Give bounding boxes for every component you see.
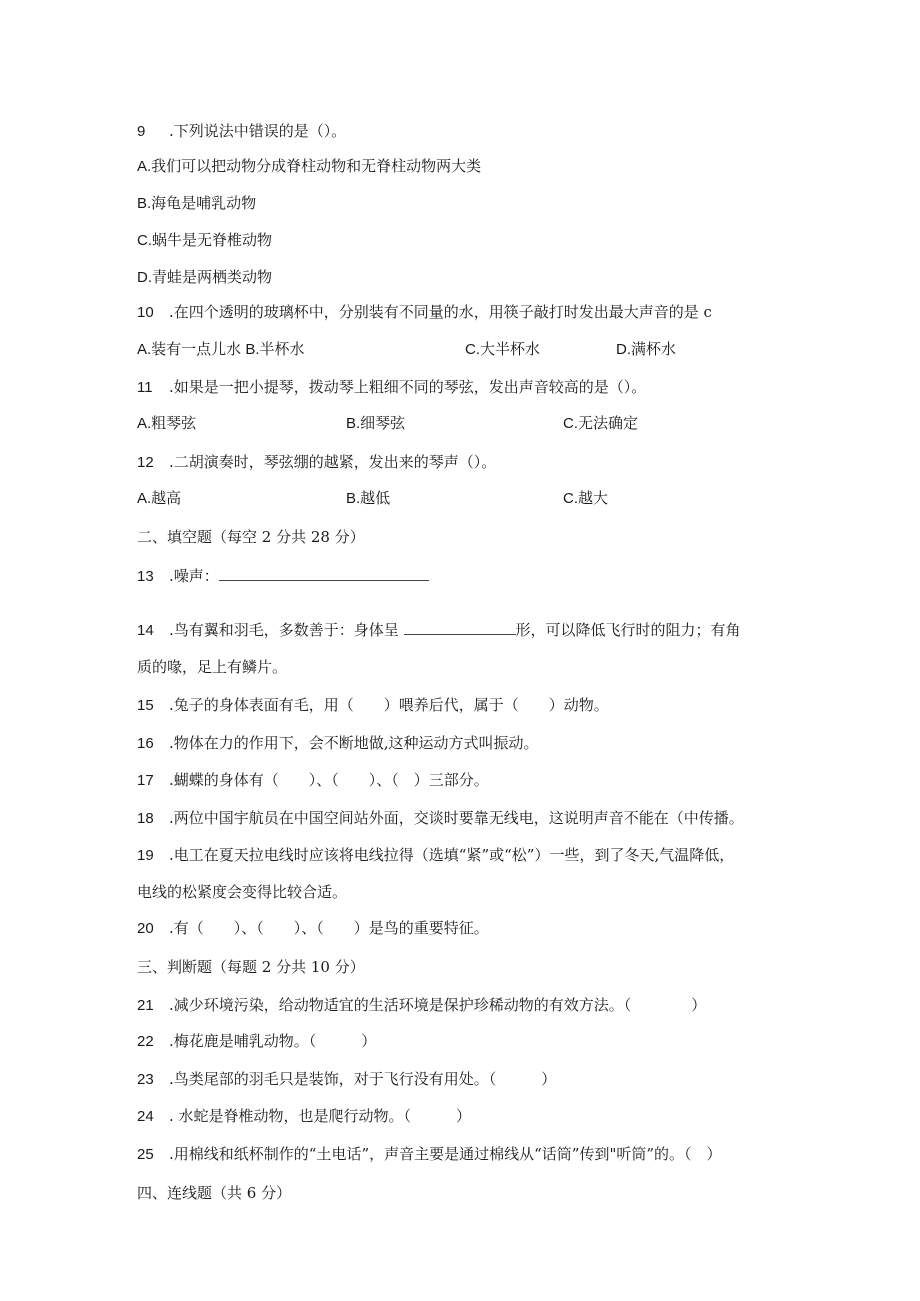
question-number: 13 [137, 568, 154, 585]
question-14-line2: 质的喙，足上有鳞片。 [137, 658, 288, 676]
question-11 [137, 377, 646, 398]
question-15 [137, 695, 609, 716]
question-19-line2: 电线的松紧度会变得比较合适。 [137, 883, 348, 901]
question-text-cont: 形，可以降低飞行时的阻力；有角 [515, 621, 741, 639]
section-heading-matching: 四、连线题（共 6 分） [137, 1184, 292, 1202]
option-9a: A.我们可以把动物分成脊柱动物和无脊柱动物两大类 [137, 158, 482, 175]
question-number: 11 [137, 379, 153, 396]
question-22 [137, 1031, 376, 1052]
question-number: 19 [137, 847, 154, 864]
option-12a: A.越高 [137, 490, 182, 507]
option-11b: B.细琴弦 [346, 415, 406, 432]
question-text: .减少环境污染，给动物适宜的生活环境是保护珍稀动物的有效方法。（ ） [169, 996, 707, 1014]
option-11a: A.粗琴弦 [137, 415, 197, 432]
question-text: .下列说法中错误的是（）。 [169, 122, 347, 140]
question-number: 14 [137, 622, 154, 639]
question-9 [137, 121, 346, 142]
option-9d: D.青蛙是两栖类动物 [137, 269, 273, 286]
option-9c: C.蜗牛是无脊椎动物 [137, 232, 273, 249]
question-text: .鸟类尾部的羽毛只是装饰，对于飞行没有用处。（ ） [169, 1070, 557, 1088]
question-19 [137, 845, 734, 866]
question-24 [137, 1106, 471, 1127]
question-number: 17 [137, 772, 154, 789]
option-12c: C.越大 [563, 490, 609, 507]
option-12b: B.越低 [346, 490, 391, 507]
question-text: .在四个透明的玻璃杯中，分别装有不同量的水，用筷子敲打时发出最大声音的是 c [169, 303, 712, 321]
question-text: .噪声： [169, 567, 219, 585]
option-11c: C.无法确定 [563, 415, 639, 432]
option-10c: C.大半杯水 [465, 341, 541, 358]
question-25 [137, 1144, 722, 1165]
answer-blank[interactable] [219, 566, 429, 581]
question-12 [137, 452, 496, 473]
question-text: .有（ ）、（ ）、（ ）是鸟的重要特征。 [169, 919, 489, 937]
option-10ab: A.装有一点儿水 B.半杯水 [137, 341, 305, 358]
question-16 [137, 733, 539, 754]
question-13 [137, 566, 429, 587]
question-text: .梅花鹿是哺乳动物。（ ） [169, 1032, 377, 1050]
question-number: 24 [137, 1108, 154, 1125]
option-10d: D.满杯水 [616, 341, 677, 358]
question-text: .二胡演奏时，琴弦绷的越紧，发出来的琴声（）。 [169, 453, 497, 471]
question-20 [137, 918, 489, 939]
question-number: 15 [137, 697, 154, 714]
section-heading-fill-in: 二、填空题（每空 2 分共 28 分） [137, 528, 365, 546]
question-10 [137, 302, 712, 323]
question-21 [137, 995, 706, 1016]
question-number: 21 [137, 997, 154, 1014]
answer-blank[interactable] [404, 620, 516, 635]
question-number: 16 [137, 735, 154, 752]
question-text: .电工在夏天拉电线时应该将电线拉得（选填“紧”或“松”）一些，到了冬天,气温降低， [169, 846, 735, 864]
question-text: .鸟有翼和羽毛，多数善于：身体呈 [169, 621, 404, 639]
question-number: 10 [137, 304, 154, 321]
question-text: .兔子的身体表面有毛，用（ ）喂养后代，属于（ ）动物。 [169, 696, 609, 714]
question-text: .用棉线和纸杯制作的“土电话”，声音主要是通过棉线从“话筒”传到"听筒”的。（ ） [169, 1145, 722, 1163]
question-number: 18 [137, 810, 154, 827]
section-heading-true-false: 三、判断题（每题 2 分共 10 分） [137, 958, 365, 976]
question-number: 20 [137, 920, 154, 937]
question-number: 25 [137, 1146, 154, 1163]
question-18 [137, 808, 744, 829]
question-14 [137, 620, 741, 641]
question-text: .如果是一把小提琴，拨动琴上粗细不同的琴弦，发出声音较高的是（）。 [169, 378, 647, 396]
question-number: 22 [137, 1033, 154, 1050]
question-text: .蝴蝶的身体有（ ）、（ ）、（ ）三部分。 [169, 771, 489, 789]
question-23 [137, 1069, 556, 1090]
question-text: .物体在力的作用下，会不断地做,这种运动方式叫振动。 [169, 734, 539, 752]
question-number: 12 [137, 454, 154, 471]
question-number: 23 [137, 1071, 154, 1088]
question-17 [137, 770, 489, 791]
question-number: 9 [137, 123, 146, 140]
question-text: .两位中国宇航员在中国空间站外面，交谈时要靠无线电，这说明声音不能在（中传播。 [169, 809, 744, 827]
option-9b: B.海龟是哺乳动物 [137, 195, 257, 212]
question-text: . 水蛇是脊椎动物，也是爬行动物。（ ） [169, 1107, 472, 1125]
